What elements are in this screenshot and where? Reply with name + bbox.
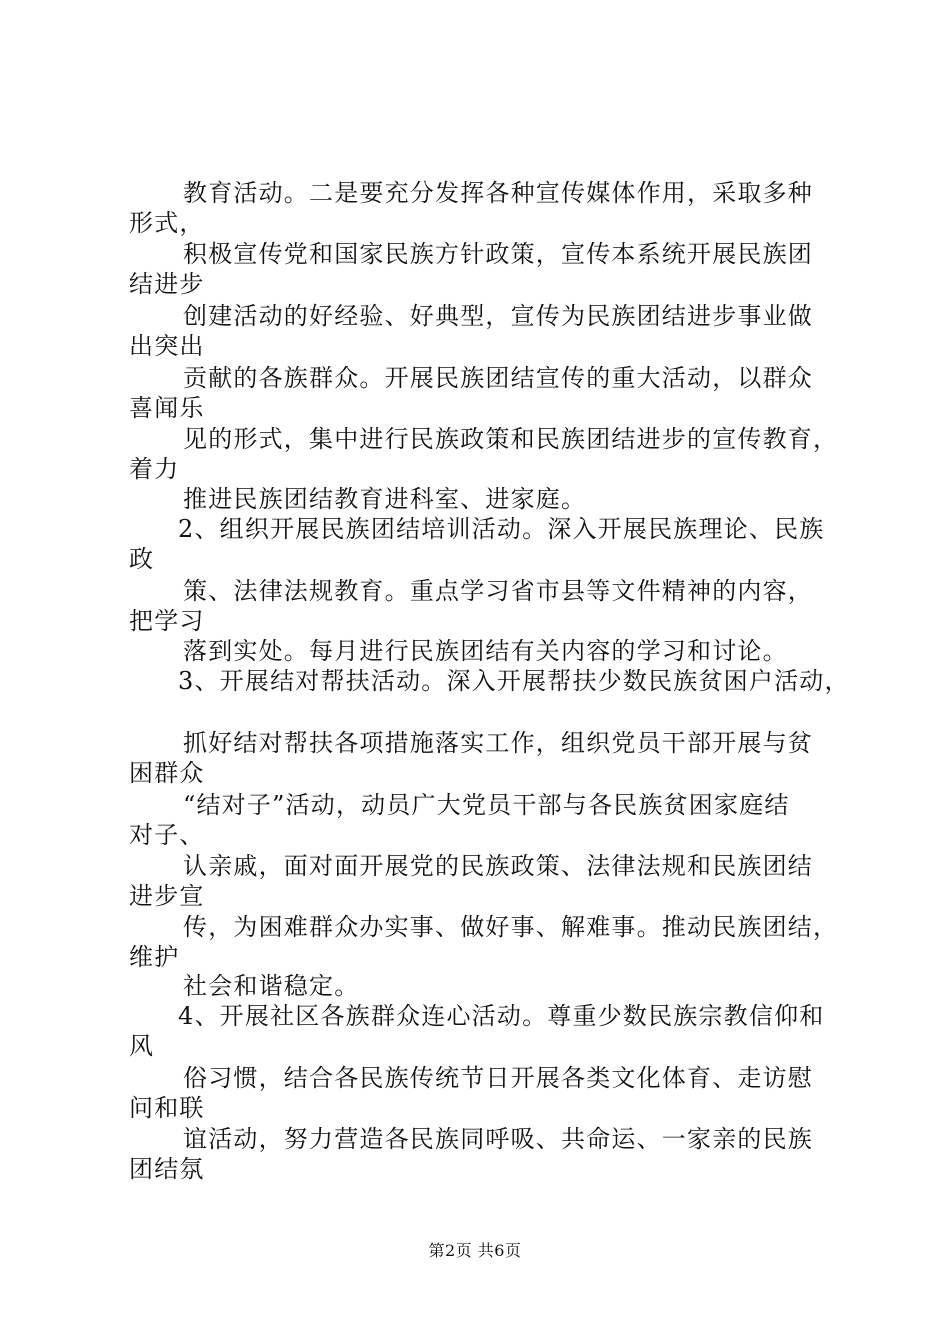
text-line: 结进步 <box>129 270 205 298</box>
text-line: 2、组织开展民族团结培训活动。深入开展民族理论、民族 <box>178 515 825 543</box>
text-line: 维护 <box>129 943 180 971</box>
text-line: 推进民族团结教育进科室、进家庭。 <box>183 485 587 513</box>
text-line: 谊活动，努力营造各民族同呼吸、共命运、一家亲的民族 <box>183 1125 813 1153</box>
text-line: 着力 <box>129 455 180 483</box>
text-line: 对子、 <box>129 821 205 849</box>
text-line: 问和联 <box>129 1094 205 1122</box>
text-line: 积极宣传党和国家民族方针政策，宣传本系统开展民族团 <box>183 240 813 268</box>
text-line: 见的形式，集中进行民族政策和民族团结进步的宣传教育， <box>183 425 839 453</box>
text-line: 风 <box>129 1032 155 1060</box>
text-line: 政 <box>129 545 155 573</box>
text-line: “结对子”活动，动员广大党员干部与各民族贫困家庭结 <box>183 791 790 819</box>
text-line: 进步宣 <box>129 882 205 910</box>
text-line: 创建活动的好经验、好典型，宣传为民族团结进步事业做 <box>183 302 813 330</box>
text-line: 抓好结对帮扶各项措施落实工作，组织党员干部开展与贫 <box>183 729 813 757</box>
text-line: 贡献的各族群众。开展民族团结宣传的重大活动，以群众 <box>183 364 813 392</box>
page-footer: 第2页 共6页 <box>428 1241 522 1260</box>
text-line: 教育活动。二是要充分发挥各种宣传媒体作用，采取多种 <box>183 179 813 207</box>
text-line: 困群众 <box>129 759 205 787</box>
text-line: 4、开展社区各族群众连心活动。尊重少数民族宗教信仰和 <box>178 1002 825 1030</box>
text-line: 把学习 <box>129 607 205 635</box>
text-line: 3、开展结对帮扶活动。深入开展帮扶少数民族贫困户活动， <box>178 667 850 695</box>
text-line: 社会和谐稳定。 <box>183 972 360 1000</box>
text-line: 形式， <box>129 209 205 237</box>
text-line: 俗习惯，结合各民族传统节日开展各类文化体育、走访慰 <box>183 1064 813 1092</box>
text-line: 认亲戚，面对面开展党的民族政策、法律法规和民族团结 <box>183 852 813 880</box>
text-line: 传，为困难群众办实事、做好事、解难事。推动民族团结， <box>183 913 839 941</box>
text-line: 团结氛 <box>129 1155 205 1183</box>
text-line: 落到实处。每月进行民族团结有关内容的学习和讨论。 <box>183 637 788 665</box>
text-line: 出突出 <box>129 332 205 360</box>
text-line: 策、法律法规教育。重点学习省市县等文件精神的内容， <box>183 577 813 605</box>
text-line: 喜闻乐 <box>129 394 205 422</box>
